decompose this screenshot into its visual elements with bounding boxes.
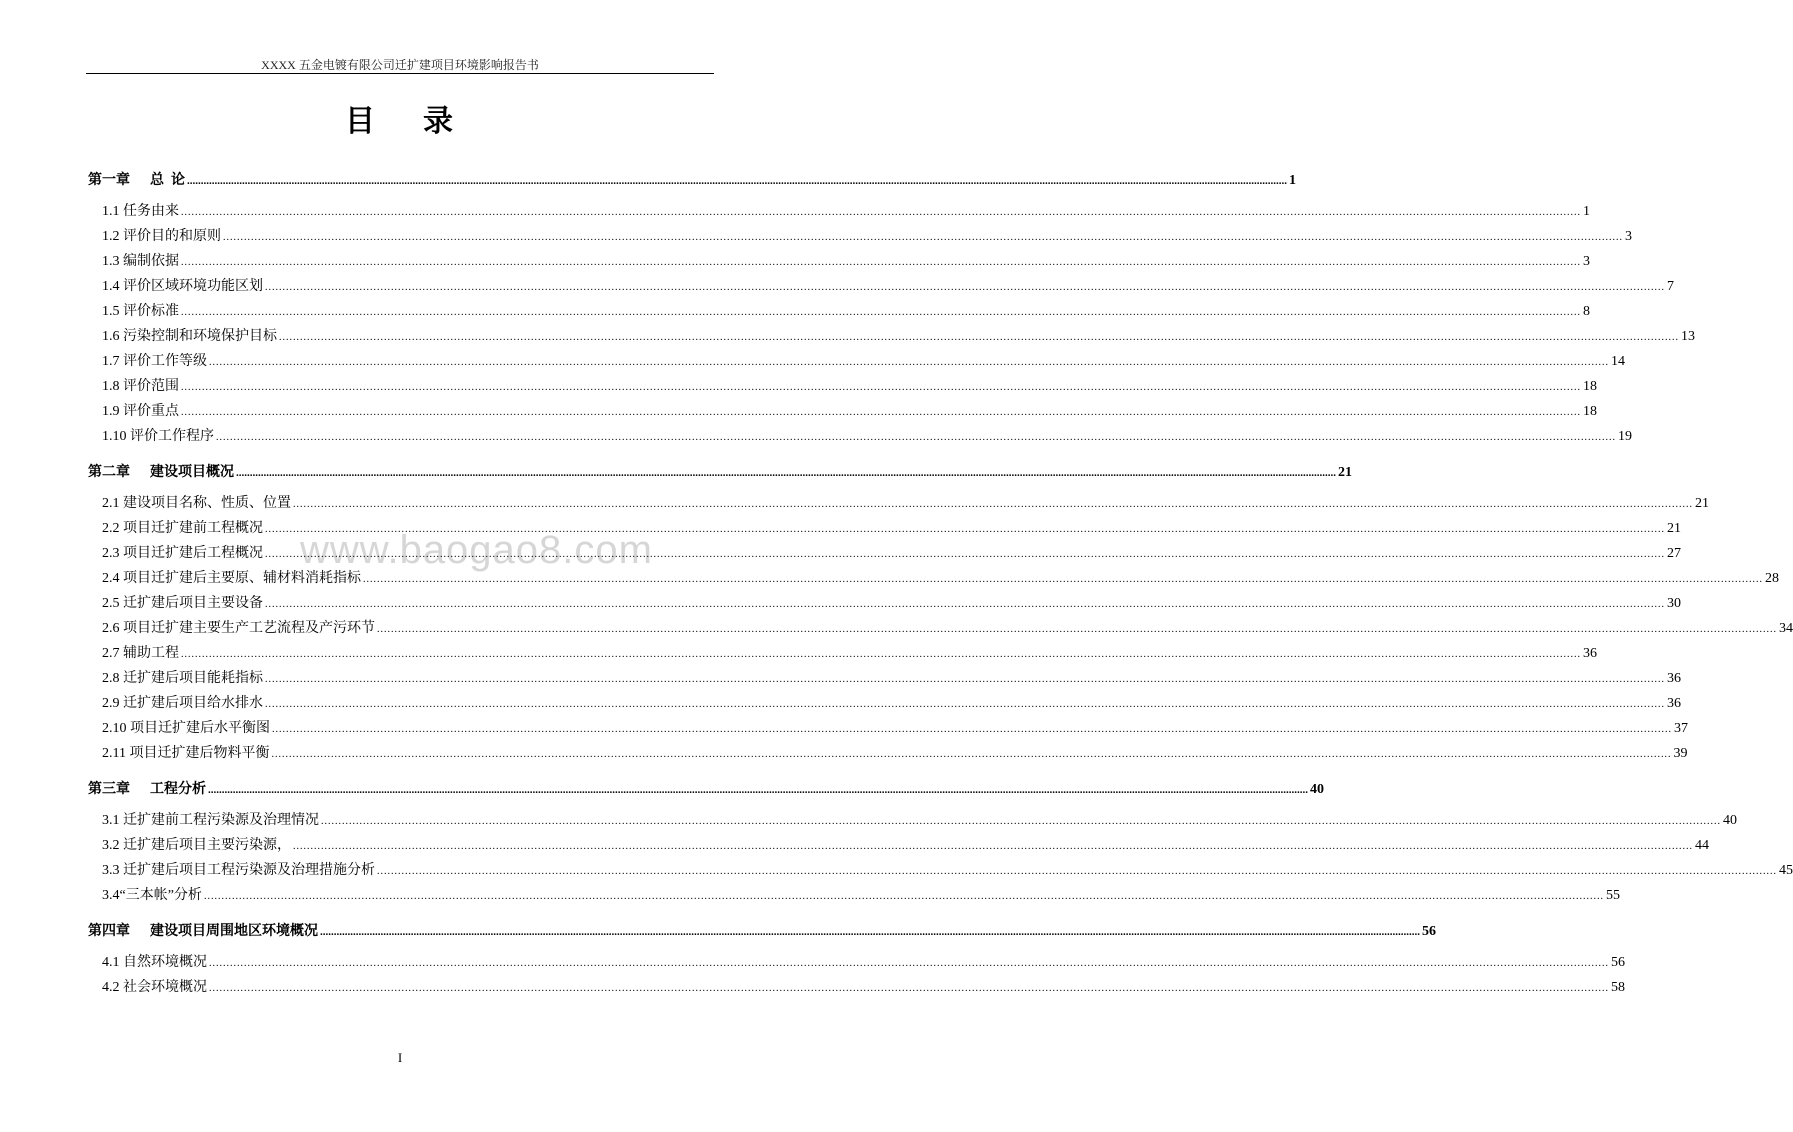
- toc-page-number: 39: [1673, 746, 1688, 761]
- toc-section-label: 2.10 项目迁扩建后水平衡图: [102, 721, 270, 736]
- toc-chapter-row[interactable]: [88, 777, 1324, 802]
- toc-leader-dots: ................................................................................................................................................................................................................................................................................................................................................................................................................: [265, 524, 1665, 535]
- toc-chapter-number: 第一章: [88, 173, 130, 188]
- toc-section-row[interactable]: [88, 808, 1737, 833]
- toc-chapter-title: 建设项目概况: [150, 465, 234, 480]
- toc-section-label: 2.2 项目迁扩建前工程概况: [102, 521, 263, 536]
- toc-leader-dots: ................................................................................................................................................................................................................................................................................................................................................................................................................: [293, 841, 1693, 852]
- toc-page-number: 3: [1583, 254, 1590, 269]
- toc-section-label: 3.1 迁扩建前工程污染源及治理情况: [102, 813, 319, 828]
- toc-page-number: 13: [1681, 329, 1695, 344]
- toc-section-row[interactable]: [88, 424, 1632, 449]
- toc-section-label: 2.3 项目迁扩建后工程概况: [102, 546, 263, 561]
- toc-section-row[interactable]: [88, 616, 1793, 641]
- toc-section-row[interactable]: [88, 741, 1688, 766]
- toc-chapter-number: 第四章: [88, 924, 130, 939]
- title-char-left: 目: [345, 105, 377, 138]
- toc-page-number: 56: [1422, 924, 1436, 939]
- toc-section-label: 4.2 社会环境概况: [102, 980, 207, 995]
- toc-leader-dots: ................................................................................................................................................................................................................................................................................................................................................................................................................: [181, 207, 1581, 218]
- toc-section-row[interactable]: [88, 950, 1625, 975]
- toc-page-number: 34: [1779, 621, 1793, 636]
- toc-leader-dots: ................................................................................................................................................................................................................................................................................................................................................................................................................: [209, 958, 1609, 969]
- toc-section-row[interactable]: [88, 249, 1590, 274]
- toc-leader-dots: ................................................................................................................................................................................................................................................................................................................................................................................................................: [209, 357, 1609, 368]
- toc-section-row[interactable]: [88, 541, 1681, 566]
- toc-section-row[interactable]: [88, 641, 1597, 666]
- toc-section-row[interactable]: [88, 883, 1620, 908]
- toc-chapter-label: [88, 460, 234, 485]
- toc-section-label: 1.1 任务由来: [102, 204, 179, 219]
- toc-section-label: 1.3 编制依据: [102, 254, 179, 269]
- toc-page-number: 58: [1611, 980, 1625, 995]
- toc-leader-dots: ................................................................................................................................................................................................................................................................................................................................................................................................................: [293, 499, 1693, 510]
- toc-page-number: 21: [1667, 521, 1681, 536]
- toc-chapter-row[interactable]: [88, 460, 1352, 485]
- toc-chapter-label: [88, 168, 185, 193]
- toc-section-label: 2.5 迁扩建后项目主要设备: [102, 596, 263, 611]
- toc-leader-dots: ................................................................................................................................................................................................................................................................................................................................................................................................................: [187, 175, 1287, 187]
- toc-leader-dots: ................................................................................................................................................................................................................................................................................................................................................................................................................: [216, 432, 1616, 443]
- toc-page-number: 40: [1310, 782, 1324, 797]
- toc-page-number: 37: [1674, 721, 1688, 736]
- toc-leader-dots: ................................................................................................................................................................................................................................................................................................................................................................................................................: [377, 866, 1777, 877]
- toc-leader-dots: ................................................................................................................................................................................................................................................................................................................................................................................................................: [320, 926, 1420, 938]
- toc-section-label: 3.3 迁扩建后项目工程污染源及治理措施分析: [102, 863, 375, 878]
- toc-leader-dots: ................................................................................................................................................................................................................................................................................................................................................................................................................: [181, 649, 1581, 660]
- toc-leader-dots: ................................................................................................................................................................................................................................................................................................................................................................................................................: [271, 749, 1672, 760]
- toc-section-label: 3.4“三本帐”分析: [102, 888, 202, 903]
- toc-chapter-number: 第三章: [88, 782, 130, 797]
- toc-section-label: 2.8 迁扩建后项目能耗指标: [102, 671, 263, 686]
- toc-page-number: 28: [1765, 571, 1779, 586]
- page-title: [0, 96, 800, 140]
- toc-page-number: 56: [1611, 955, 1625, 970]
- toc-section-row[interactable]: [88, 274, 1674, 299]
- toc-section-row[interactable]: [88, 858, 1793, 883]
- toc-page-number: 3: [1625, 229, 1632, 244]
- toc-section-label: 1.6 污染控制和环境保护目标: [102, 329, 277, 344]
- toc-leader-dots: ................................................................................................................................................................................................................................................................................................................................................................................................................: [363, 574, 1763, 585]
- toc-section-label: 1.2 评价目的和原则: [102, 229, 221, 244]
- toc-section-row[interactable]: [88, 716, 1688, 741]
- toc-section-row[interactable]: [88, 491, 1709, 516]
- toc-section-label: 1.4 评价区域环境功能区划: [102, 279, 263, 294]
- toc-section-label: 2.11 项目迁扩建后物料平衡: [102, 746, 270, 761]
- running-header: XXXX 五金电镀有限公司迁扩建项目环境影响报告书: [261, 58, 539, 72]
- toc-leader-dots: ................................................................................................................................................................................................................................................................................................................................................................................................................: [377, 624, 1777, 635]
- toc-leader-dots: ................................................................................................................................................................................................................................................................................................................................................................................................................: [272, 724, 1672, 735]
- table-of-contents: [88, 168, 1793, 1000]
- toc-page-number: 45: [1779, 863, 1793, 878]
- toc-leader-dots: ................................................................................................................................................................................................................................................................................................................................................................................................................: [279, 332, 1679, 343]
- toc-section-row[interactable]: [88, 224, 1632, 249]
- toc-section-row[interactable]: [88, 199, 1590, 224]
- toc-page-number: 1: [1583, 204, 1590, 219]
- toc-leader-dots: ................................................................................................................................................................................................................................................................................................................................................................................................................: [181, 382, 1581, 393]
- toc-page-number: 36: [1667, 696, 1681, 711]
- toc-leader-dots: ................................................................................................................................................................................................................................................................................................................................................................................................................: [321, 816, 1721, 827]
- toc-chapter-label: [88, 777, 206, 802]
- watermark: www.baogao8.com: [300, 528, 653, 572]
- toc-page-number: 1: [1289, 173, 1296, 188]
- toc-section-row[interactable]: [88, 566, 1779, 591]
- toc-page-number: 7: [1667, 279, 1674, 294]
- header-rule: [86, 73, 714, 74]
- toc-section-label: 1.9 评价重点: [102, 404, 179, 419]
- toc-page-number: 40: [1723, 813, 1737, 828]
- toc-page-number: 21: [1695, 496, 1709, 511]
- toc-section-row[interactable]: [88, 975, 1625, 1000]
- toc-section-row[interactable]: [88, 666, 1681, 691]
- toc-chapter-title: 总 论: [150, 173, 185, 188]
- toc-chapter-title: 工程分析: [150, 782, 206, 797]
- toc-section-label: 2.7 辅助工程: [102, 646, 179, 661]
- toc-leader-dots: ................................................................................................................................................................................................................................................................................................................................................................................................................: [265, 282, 1665, 293]
- page-number: I: [397, 1050, 403, 1065]
- toc-page-number: 18: [1583, 379, 1597, 394]
- toc-section-row[interactable]: [88, 399, 1597, 424]
- toc-page-number: 21: [1338, 465, 1352, 480]
- toc-section-label: 2.1 建设项目名称、性质、位置: [102, 496, 291, 511]
- title-char-right: 录: [423, 105, 455, 138]
- toc-section-label: 1.8 评价范围: [102, 379, 179, 394]
- toc-section-row[interactable]: [88, 691, 1681, 716]
- toc-page-number: 14: [1611, 354, 1625, 369]
- toc-chapter-title: 建设项目周围地区环境概况: [150, 924, 318, 939]
- toc-page-number: 30: [1667, 596, 1681, 611]
- toc-chapter-label: [88, 919, 318, 944]
- toc-leader-dots: ................................................................................................................................................................................................................................................................................................................................................................................................................: [236, 467, 1336, 479]
- toc-section-label: 2.4 项目迁扩建后主要原、辅材料消耗指标: [102, 571, 361, 586]
- toc-section-label: 2.9 迁扩建后项目给水排水: [102, 696, 263, 711]
- toc-leader-dots: ................................................................................................................................................................................................................................................................................................................................................................................................................: [181, 407, 1581, 418]
- toc-page-number: 19: [1618, 429, 1632, 444]
- toc-leader-dots: ................................................................................................................................................................................................................................................................................................................................................................................................................: [209, 983, 1609, 994]
- toc-section-row[interactable]: [88, 374, 1597, 399]
- toc-leader-dots: ................................................................................................................................................................................................................................................................................................................................................................................................................: [265, 599, 1665, 610]
- toc-leader-dots: ................................................................................................................................................................................................................................................................................................................................................................................................................: [208, 784, 1308, 796]
- toc-page-number: 8: [1583, 304, 1590, 319]
- toc-leader-dots: ................................................................................................................................................................................................................................................................................................................................................................................................................: [223, 232, 1623, 243]
- toc-page-number: 36: [1583, 646, 1597, 661]
- toc-leader-dots: ................................................................................................................................................................................................................................................................................................................................................................................................................: [265, 699, 1665, 710]
- toc-section-row[interactable]: [88, 324, 1695, 349]
- toc-leader-dots: ................................................................................................................................................................................................................................................................................................................................................................................................................: [181, 257, 1581, 268]
- toc-leader-dots: ................................................................................................................................................................................................................................................................................................................................................................................................................: [265, 549, 1665, 560]
- toc-section-row[interactable]: [88, 833, 1709, 858]
- toc-section-label: 1.5 评价标准: [102, 304, 179, 319]
- toc-leader-dots: ................................................................................................................................................................................................................................................................................................................................................................................................................: [265, 674, 1665, 685]
- toc-page-number: 27: [1667, 546, 1681, 561]
- toc-section-label: 2.6 项目迁扩建主要生产工艺流程及产污环节: [102, 621, 375, 636]
- toc-section-label: 3.2 迁扩建后项目主要污染源，: [102, 838, 291, 853]
- toc-leader-dots: ................................................................................................................................................................................................................................................................................................................................................................................................................: [203, 891, 1604, 902]
- toc-leader-dots: ................................................................................................................................................................................................................................................................................................................................................................................................................: [181, 307, 1581, 318]
- toc-section-row[interactable]: [88, 299, 1590, 324]
- toc-section-label: 1.10 评价工作程序: [102, 429, 214, 444]
- toc-section-row[interactable]: [88, 591, 1681, 616]
- toc-chapter-row[interactable]: [88, 919, 1436, 944]
- toc-section-label: 4.1 自然环境概况: [102, 955, 207, 970]
- toc-page-number: 36: [1667, 671, 1681, 686]
- toc-page-number: 55: [1605, 888, 1620, 903]
- toc-section-row[interactable]: [88, 349, 1625, 374]
- toc-section-label: 1.7 评价工作等级: [102, 354, 207, 369]
- toc-page-number: 44: [1695, 838, 1709, 853]
- toc-page-number: 18: [1583, 404, 1597, 419]
- toc-chapter-number: 第二章: [88, 465, 130, 480]
- toc-section-row[interactable]: [88, 516, 1681, 541]
- toc-chapter-row[interactable]: [88, 168, 1296, 193]
